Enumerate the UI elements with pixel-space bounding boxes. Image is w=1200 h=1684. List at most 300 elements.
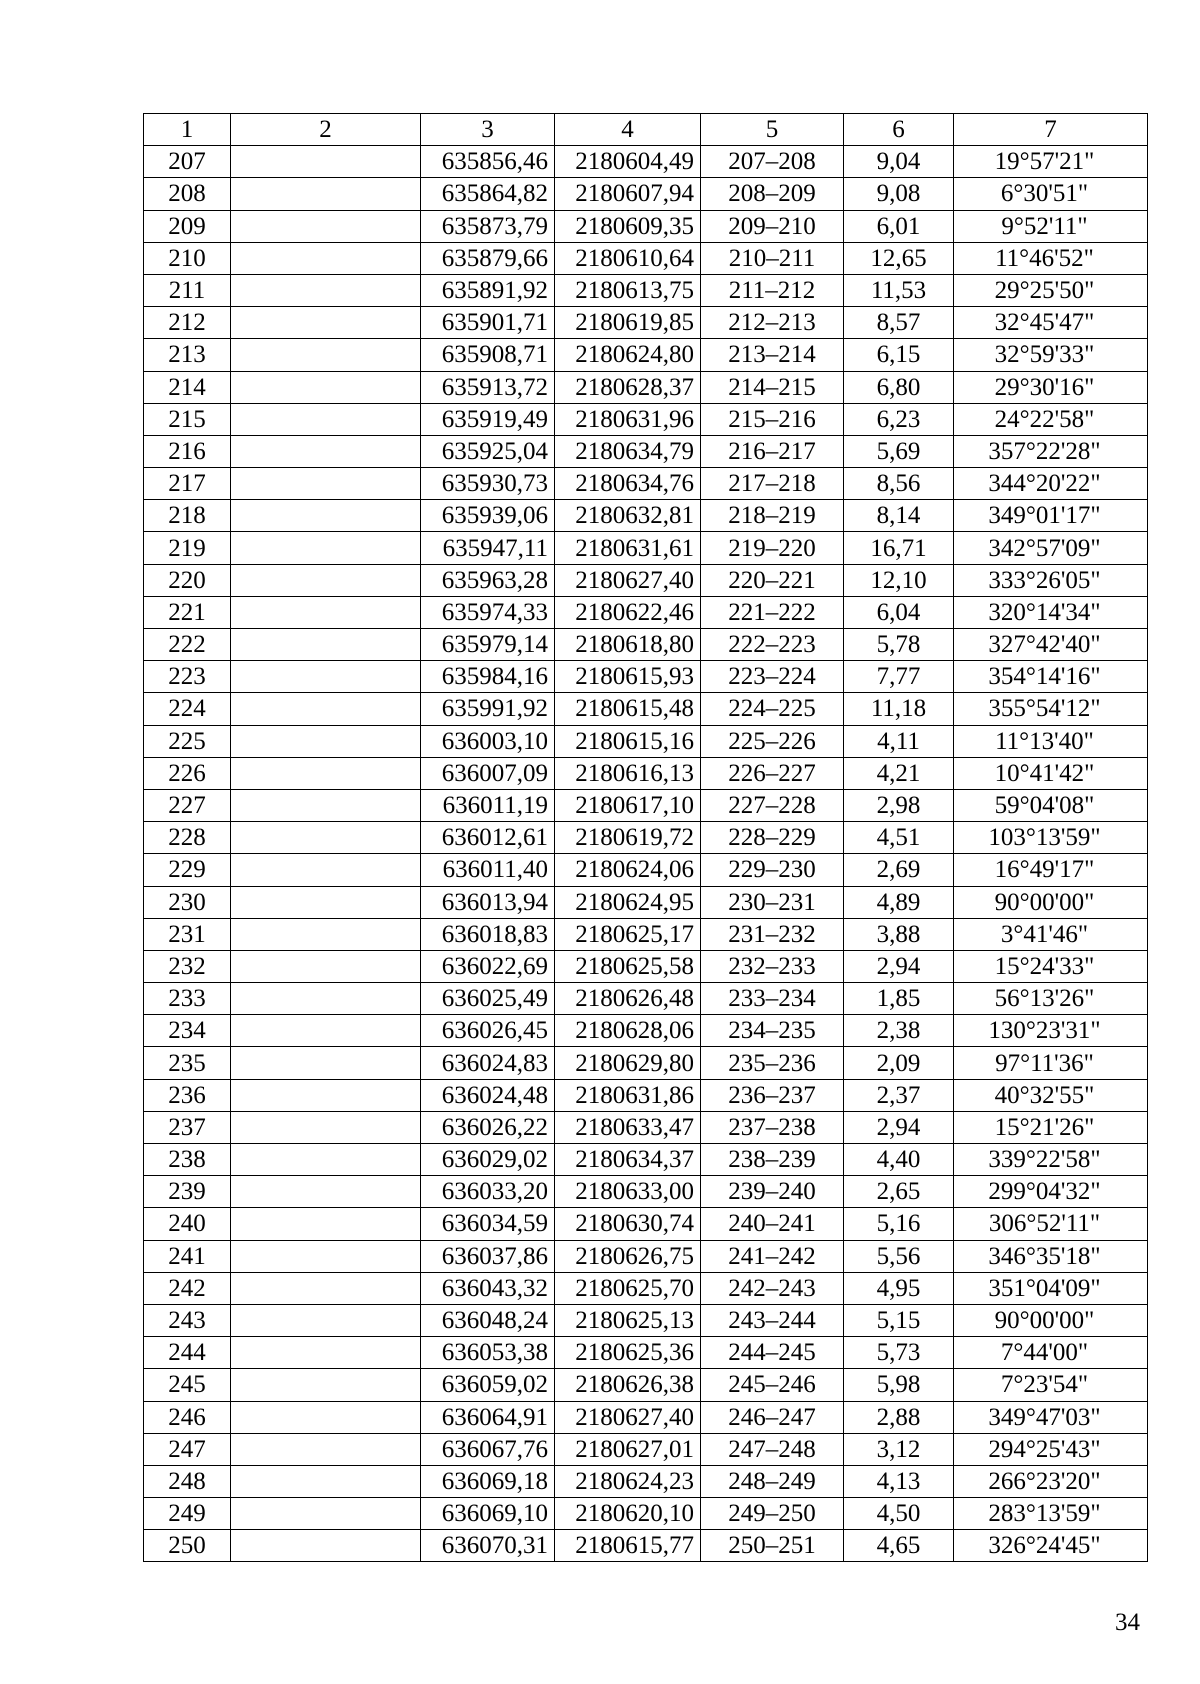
blank-cell <box>231 822 421 854</box>
point-number-cell: 223 <box>144 661 231 693</box>
y-coordinate-cell: 2180633,47 <box>555 1111 701 1143</box>
length-cell: 8,57 <box>844 307 954 339</box>
x-coordinate-cell: 635908,71 <box>421 339 555 371</box>
y-coordinate-cell: 2180626,38 <box>555 1369 701 1401</box>
angle-cell: 349°01'17" <box>954 500 1148 532</box>
y-coordinate-cell: 2180629,80 <box>555 1047 701 1079</box>
blank-cell <box>231 725 421 757</box>
blank-cell <box>231 1272 421 1304</box>
segment-cell: 242–243 <box>701 1272 844 1304</box>
angle-cell: 344°20'22" <box>954 468 1148 500</box>
blank-cell <box>231 1369 421 1401</box>
y-coordinate-cell: 2180616,13 <box>555 757 701 789</box>
blank-cell <box>231 564 421 596</box>
blank-cell <box>231 274 421 306</box>
table-row <box>144 1015 1148 1047</box>
blank-cell <box>231 1498 421 1530</box>
segment-cell: 246–247 <box>701 1401 844 1433</box>
blank-cell <box>231 435 421 467</box>
y-coordinate-cell: 2180622,46 <box>555 596 701 628</box>
x-coordinate-cell: 635925,04 <box>421 435 555 467</box>
segment-cell: 234–235 <box>701 1015 844 1047</box>
angle-cell: 306°52'11" <box>954 1208 1148 1240</box>
table-row <box>144 532 1148 564</box>
segment-cell: 239–240 <box>701 1176 844 1208</box>
angle-cell: 10°41'42" <box>954 757 1148 789</box>
x-coordinate-cell: 635873,79 <box>421 210 555 242</box>
length-cell: 12,65 <box>844 242 954 274</box>
point-number-cell: 230 <box>144 886 231 918</box>
blank-cell <box>231 596 421 628</box>
y-coordinate-cell: 2180632,81 <box>555 500 701 532</box>
length-cell: 6,04 <box>844 596 954 628</box>
x-coordinate-cell: 636024,83 <box>421 1047 555 1079</box>
blank-cell <box>231 629 421 661</box>
angle-cell: 15°24'33" <box>954 950 1148 982</box>
segment-cell: 210–211 <box>701 242 844 274</box>
angle-cell: 32°45'47" <box>954 307 1148 339</box>
angle-cell: 299°04'32" <box>954 1176 1148 1208</box>
angle-cell: 16°49'17" <box>954 854 1148 886</box>
y-coordinate-cell: 2180624,06 <box>555 854 701 886</box>
point-number-cell: 217 <box>144 468 231 500</box>
segment-cell: 229–230 <box>701 854 844 886</box>
table-row <box>144 1272 1148 1304</box>
x-coordinate-cell: 635856,46 <box>421 146 555 178</box>
y-coordinate-cell: 2180625,13 <box>555 1304 701 1336</box>
segment-cell: 245–246 <box>701 1369 844 1401</box>
blank-cell <box>231 693 421 725</box>
blank-cell <box>231 1079 421 1111</box>
x-coordinate-cell: 635939,06 <box>421 500 555 532</box>
table-row <box>144 274 1148 306</box>
point-number-cell: 238 <box>144 1144 231 1176</box>
angle-cell: 6°30'51" <box>954 178 1148 210</box>
x-coordinate-cell: 636011,40 <box>421 854 555 886</box>
blank-cell <box>231 983 421 1015</box>
x-coordinate-cell: 635963,28 <box>421 564 555 596</box>
angle-cell: 24°22'58" <box>954 403 1148 435</box>
x-coordinate-cell: 635864,82 <box>421 178 555 210</box>
angle-cell: 3°41'46" <box>954 918 1148 950</box>
y-coordinate-cell: 2180625,70 <box>555 1272 701 1304</box>
y-coordinate-cell: 2180634,76 <box>555 468 701 500</box>
angle-cell: 357°22'28" <box>954 435 1148 467</box>
y-coordinate-cell: 2180615,77 <box>555 1530 701 1562</box>
segment-cell: 237–238 <box>701 1111 844 1143</box>
x-coordinate-cell: 635974,33 <box>421 596 555 628</box>
length-cell: 2,98 <box>844 789 954 821</box>
angle-cell: 11°13'40" <box>954 725 1148 757</box>
point-number-cell: 222 <box>144 629 231 661</box>
segment-cell: 240–241 <box>701 1208 844 1240</box>
length-cell: 2,38 <box>844 1015 954 1047</box>
y-coordinate-cell: 2180631,61 <box>555 532 701 564</box>
table-row <box>144 500 1148 532</box>
y-coordinate-cell: 2180615,93 <box>555 661 701 693</box>
segment-cell: 250–251 <box>701 1530 844 1562</box>
length-cell: 7,77 <box>844 661 954 693</box>
y-coordinate-cell: 2180627,01 <box>555 1433 701 1465</box>
x-coordinate-cell: 636026,22 <box>421 1111 555 1143</box>
segment-cell: 212–213 <box>701 307 844 339</box>
angle-cell: 9°52'11" <box>954 210 1148 242</box>
x-coordinate-cell: 635947,11 <box>421 532 555 564</box>
point-number-cell: 209 <box>144 210 231 242</box>
table-row <box>144 468 1148 500</box>
point-number-cell: 221 <box>144 596 231 628</box>
blank-cell <box>231 468 421 500</box>
point-number-cell: 224 <box>144 693 231 725</box>
angle-cell: 19°57'21" <box>954 146 1148 178</box>
blank-cell <box>231 403 421 435</box>
y-coordinate-cell: 2180634,79 <box>555 435 701 467</box>
y-coordinate-cell: 2180617,10 <box>555 789 701 821</box>
segment-cell: 248–249 <box>701 1465 844 1497</box>
point-number-cell: 216 <box>144 435 231 467</box>
table-row <box>144 1208 1148 1240</box>
angle-cell: 354°14'16" <box>954 661 1148 693</box>
x-coordinate-cell: 636018,83 <box>421 918 555 950</box>
y-coordinate-cell: 2180610,64 <box>555 242 701 274</box>
table-row <box>144 339 1148 371</box>
point-number-cell: 207 <box>144 146 231 178</box>
table-row <box>144 1337 1148 1369</box>
y-coordinate-cell: 2180630,74 <box>555 1208 701 1240</box>
length-cell: 3,88 <box>844 918 954 950</box>
segment-cell: 231–232 <box>701 918 844 950</box>
x-coordinate-cell: 636011,19 <box>421 789 555 821</box>
y-coordinate-cell: 2180625,36 <box>555 1337 701 1369</box>
length-cell: 8,56 <box>844 468 954 500</box>
length-cell: 5,16 <box>844 1208 954 1240</box>
x-coordinate-cell: 635979,14 <box>421 629 555 661</box>
y-coordinate-cell: 2180609,35 <box>555 210 701 242</box>
x-coordinate-cell: 636012,61 <box>421 822 555 854</box>
x-coordinate-cell: 635991,92 <box>421 693 555 725</box>
length-cell: 1,85 <box>844 983 954 1015</box>
table-row <box>144 1176 1148 1208</box>
length-cell: 6,23 <box>844 403 954 435</box>
table-row <box>144 886 1148 918</box>
segment-cell: 211–212 <box>701 274 844 306</box>
length-cell: 5,73 <box>844 1337 954 1369</box>
angle-cell: 7°44'00" <box>954 1337 1148 1369</box>
point-number-cell: 227 <box>144 789 231 821</box>
blank-cell <box>231 1240 421 1272</box>
length-cell: 4,89 <box>844 886 954 918</box>
point-number-cell: 212 <box>144 307 231 339</box>
blank-cell <box>231 1304 421 1336</box>
length-cell: 4,40 <box>844 1144 954 1176</box>
segment-cell: 247–248 <box>701 1433 844 1465</box>
angle-cell: 346°35'18" <box>954 1240 1148 1272</box>
table-row <box>144 789 1148 821</box>
angle-cell: 130°23'31" <box>954 1015 1148 1047</box>
point-number-cell: 249 <box>144 1498 231 1530</box>
blank-cell <box>231 950 421 982</box>
x-coordinate-cell: 636069,10 <box>421 1498 555 1530</box>
table-row <box>144 146 1148 178</box>
blank-cell <box>231 339 421 371</box>
length-cell: 9,08 <box>844 178 954 210</box>
blank-cell <box>231 1047 421 1079</box>
point-number-cell: 244 <box>144 1337 231 1369</box>
length-cell: 6,15 <box>844 339 954 371</box>
length-cell: 2,37 <box>844 1079 954 1111</box>
angle-cell: 266°23'20" <box>954 1465 1148 1497</box>
length-cell: 2,69 <box>844 854 954 886</box>
segment-cell: 220–221 <box>701 564 844 596</box>
x-coordinate-cell: 636013,94 <box>421 886 555 918</box>
y-coordinate-cell: 2180628,37 <box>555 371 701 403</box>
table-row <box>144 371 1148 403</box>
x-coordinate-cell: 636033,20 <box>421 1176 555 1208</box>
table-row <box>144 757 1148 789</box>
table-row <box>144 596 1148 628</box>
y-coordinate-cell: 2180626,75 <box>555 1240 701 1272</box>
header-cell: 1 <box>144 114 231 146</box>
blank-cell <box>231 178 421 210</box>
length-cell: 5,78 <box>844 629 954 661</box>
table-row <box>144 725 1148 757</box>
table-row <box>144 629 1148 661</box>
blank-cell <box>231 886 421 918</box>
segment-cell: 228–229 <box>701 822 844 854</box>
table-row <box>144 854 1148 886</box>
segment-cell: 226–227 <box>701 757 844 789</box>
table-row <box>144 1369 1148 1401</box>
point-number-cell: 242 <box>144 1272 231 1304</box>
point-number-cell: 213 <box>144 339 231 371</box>
angle-cell: 342°57'09" <box>954 532 1148 564</box>
length-cell: 6,80 <box>844 371 954 403</box>
y-coordinate-cell: 2180627,40 <box>555 1401 701 1433</box>
y-coordinate-cell: 2180607,94 <box>555 178 701 210</box>
y-coordinate-cell: 2180624,23 <box>555 1465 701 1497</box>
angle-cell: 333°26'05" <box>954 564 1148 596</box>
x-coordinate-cell: 635930,73 <box>421 468 555 500</box>
x-coordinate-cell: 636003,10 <box>421 725 555 757</box>
angle-cell: 7°23'54" <box>954 1369 1148 1401</box>
blank-cell <box>231 1401 421 1433</box>
x-coordinate-cell: 636048,24 <box>421 1304 555 1336</box>
length-cell: 11,53 <box>844 274 954 306</box>
blank-cell <box>231 371 421 403</box>
angle-cell: 283°13'59" <box>954 1498 1148 1530</box>
x-coordinate-cell: 636064,91 <box>421 1401 555 1433</box>
segment-cell: 222–223 <box>701 629 844 661</box>
length-cell: 4,11 <box>844 725 954 757</box>
y-coordinate-cell: 2180615,16 <box>555 725 701 757</box>
length-cell: 9,04 <box>844 146 954 178</box>
blank-cell <box>231 1176 421 1208</box>
segment-cell: 233–234 <box>701 983 844 1015</box>
table-row <box>144 1304 1148 1336</box>
length-cell: 2,94 <box>844 950 954 982</box>
header-cell: 7 <box>954 114 1148 146</box>
coordinates-table <box>143 113 1148 1562</box>
point-number-cell: 239 <box>144 1176 231 1208</box>
x-coordinate-cell: 636069,18 <box>421 1465 555 1497</box>
point-number-cell: 229 <box>144 854 231 886</box>
x-coordinate-cell: 636043,32 <box>421 1272 555 1304</box>
table-row <box>144 307 1148 339</box>
table-row <box>144 1401 1148 1433</box>
segment-cell: 230–231 <box>701 886 844 918</box>
y-coordinate-cell: 2180634,37 <box>555 1144 701 1176</box>
length-cell: 4,95 <box>844 1272 954 1304</box>
angle-cell: 326°24'45" <box>954 1530 1148 1562</box>
point-number-cell: 215 <box>144 403 231 435</box>
segment-cell: 241–242 <box>701 1240 844 1272</box>
segment-cell: 223–224 <box>701 661 844 693</box>
length-cell: 5,15 <box>844 1304 954 1336</box>
x-coordinate-cell: 635879,66 <box>421 242 555 274</box>
blank-cell <box>231 1144 421 1176</box>
blank-cell <box>231 918 421 950</box>
y-coordinate-cell: 2180615,48 <box>555 693 701 725</box>
table-row <box>144 983 1148 1015</box>
y-coordinate-cell: 2180619,85 <box>555 307 701 339</box>
y-coordinate-cell: 2180628,06 <box>555 1015 701 1047</box>
length-cell: 5,98 <box>844 1369 954 1401</box>
point-number-cell: 250 <box>144 1530 231 1562</box>
segment-cell: 208–209 <box>701 178 844 210</box>
blank-cell <box>231 532 421 564</box>
table-row <box>144 1465 1148 1497</box>
length-cell: 5,69 <box>844 435 954 467</box>
point-number-cell: 234 <box>144 1015 231 1047</box>
y-coordinate-cell: 2180620,10 <box>555 1498 701 1530</box>
angle-cell: 32°59'33" <box>954 339 1148 371</box>
table-row <box>144 822 1148 854</box>
table-row <box>144 242 1148 274</box>
x-coordinate-cell: 636034,59 <box>421 1208 555 1240</box>
segment-cell: 224–225 <box>701 693 844 725</box>
segment-cell: 207–208 <box>701 146 844 178</box>
point-number-cell: 228 <box>144 822 231 854</box>
point-number-cell: 237 <box>144 1111 231 1143</box>
x-coordinate-cell: 636070,31 <box>421 1530 555 1562</box>
point-number-cell: 226 <box>144 757 231 789</box>
x-coordinate-cell: 636026,45 <box>421 1015 555 1047</box>
x-coordinate-cell: 636053,38 <box>421 1337 555 1369</box>
x-coordinate-cell: 636029,02 <box>421 1144 555 1176</box>
blank-cell <box>231 210 421 242</box>
angle-cell: 327°42'40" <box>954 629 1148 661</box>
table-row <box>144 210 1148 242</box>
table-row <box>144 564 1148 596</box>
point-number-cell: 220 <box>144 564 231 596</box>
header-cell: 5 <box>701 114 844 146</box>
segment-cell: 221–222 <box>701 596 844 628</box>
blank-cell <box>231 1465 421 1497</box>
segment-cell: 227–228 <box>701 789 844 821</box>
table-row <box>144 693 1148 725</box>
table-row <box>144 918 1148 950</box>
blank-cell <box>231 1433 421 1465</box>
table-body <box>144 146 1148 1562</box>
blank-cell <box>231 1015 421 1047</box>
point-number-cell: 233 <box>144 983 231 1015</box>
y-coordinate-cell: 2180627,40 <box>555 564 701 596</box>
point-number-cell: 241 <box>144 1240 231 1272</box>
length-cell: 2,88 <box>844 1401 954 1433</box>
blank-cell <box>231 1530 421 1562</box>
length-cell: 4,50 <box>844 1498 954 1530</box>
x-coordinate-cell: 636059,02 <box>421 1369 555 1401</box>
blank-cell <box>231 146 421 178</box>
length-cell: 5,56 <box>844 1240 954 1272</box>
blank-cell <box>231 757 421 789</box>
segment-cell: 249–250 <box>701 1498 844 1530</box>
y-coordinate-cell: 2180604,49 <box>555 146 701 178</box>
point-number-cell: 208 <box>144 178 231 210</box>
point-number-cell: 211 <box>144 274 231 306</box>
blank-cell <box>231 500 421 532</box>
table-row <box>144 1047 1148 1079</box>
angle-cell: 40°32'55" <box>954 1079 1148 1111</box>
table-row <box>144 1498 1148 1530</box>
page-number: 34 <box>1115 1609 1140 1636</box>
angle-cell: 349°47'03" <box>954 1401 1148 1433</box>
segment-cell: 219–220 <box>701 532 844 564</box>
length-cell: 8,14 <box>844 500 954 532</box>
x-coordinate-cell: 636022,69 <box>421 950 555 982</box>
point-number-cell: 240 <box>144 1208 231 1240</box>
length-cell: 2,65 <box>844 1176 954 1208</box>
point-number-cell: 236 <box>144 1079 231 1111</box>
length-cell: 4,21 <box>844 757 954 789</box>
length-cell: 4,13 <box>844 1465 954 1497</box>
blank-cell <box>231 307 421 339</box>
angle-cell: 56°13'26" <box>954 983 1148 1015</box>
angle-cell: 351°04'09" <box>954 1272 1148 1304</box>
point-number-cell: 232 <box>144 950 231 982</box>
x-coordinate-cell: 636024,48 <box>421 1079 555 1111</box>
x-coordinate-cell: 636037,86 <box>421 1240 555 1272</box>
y-coordinate-cell: 2180625,17 <box>555 918 701 950</box>
blank-cell <box>231 242 421 274</box>
segment-cell: 235–236 <box>701 1047 844 1079</box>
point-number-cell: 247 <box>144 1433 231 1465</box>
table-row <box>144 1079 1148 1111</box>
y-coordinate-cell: 2180626,48 <box>555 983 701 1015</box>
header-cell: 2 <box>231 114 421 146</box>
segment-cell: 213–214 <box>701 339 844 371</box>
length-cell: 4,51 <box>844 822 954 854</box>
header-cell: 6 <box>844 114 954 146</box>
x-coordinate-cell: 636025,49 <box>421 983 555 1015</box>
table-row <box>144 1111 1148 1143</box>
segment-cell: 215–216 <box>701 403 844 435</box>
length-cell: 6,01 <box>844 210 954 242</box>
y-coordinate-cell: 2180625,58 <box>555 950 701 982</box>
segment-cell: 243–244 <box>701 1304 844 1336</box>
x-coordinate-cell: 635919,49 <box>421 403 555 435</box>
point-number-cell: 214 <box>144 371 231 403</box>
table-row <box>144 1433 1148 1465</box>
length-cell: 2,94 <box>844 1111 954 1143</box>
table-row <box>144 661 1148 693</box>
header-row <box>144 114 1148 146</box>
length-cell: 3,12 <box>844 1433 954 1465</box>
segment-cell: 209–210 <box>701 210 844 242</box>
segment-cell: 216–217 <box>701 435 844 467</box>
length-cell: 16,71 <box>844 532 954 564</box>
y-coordinate-cell: 2180618,80 <box>555 629 701 661</box>
